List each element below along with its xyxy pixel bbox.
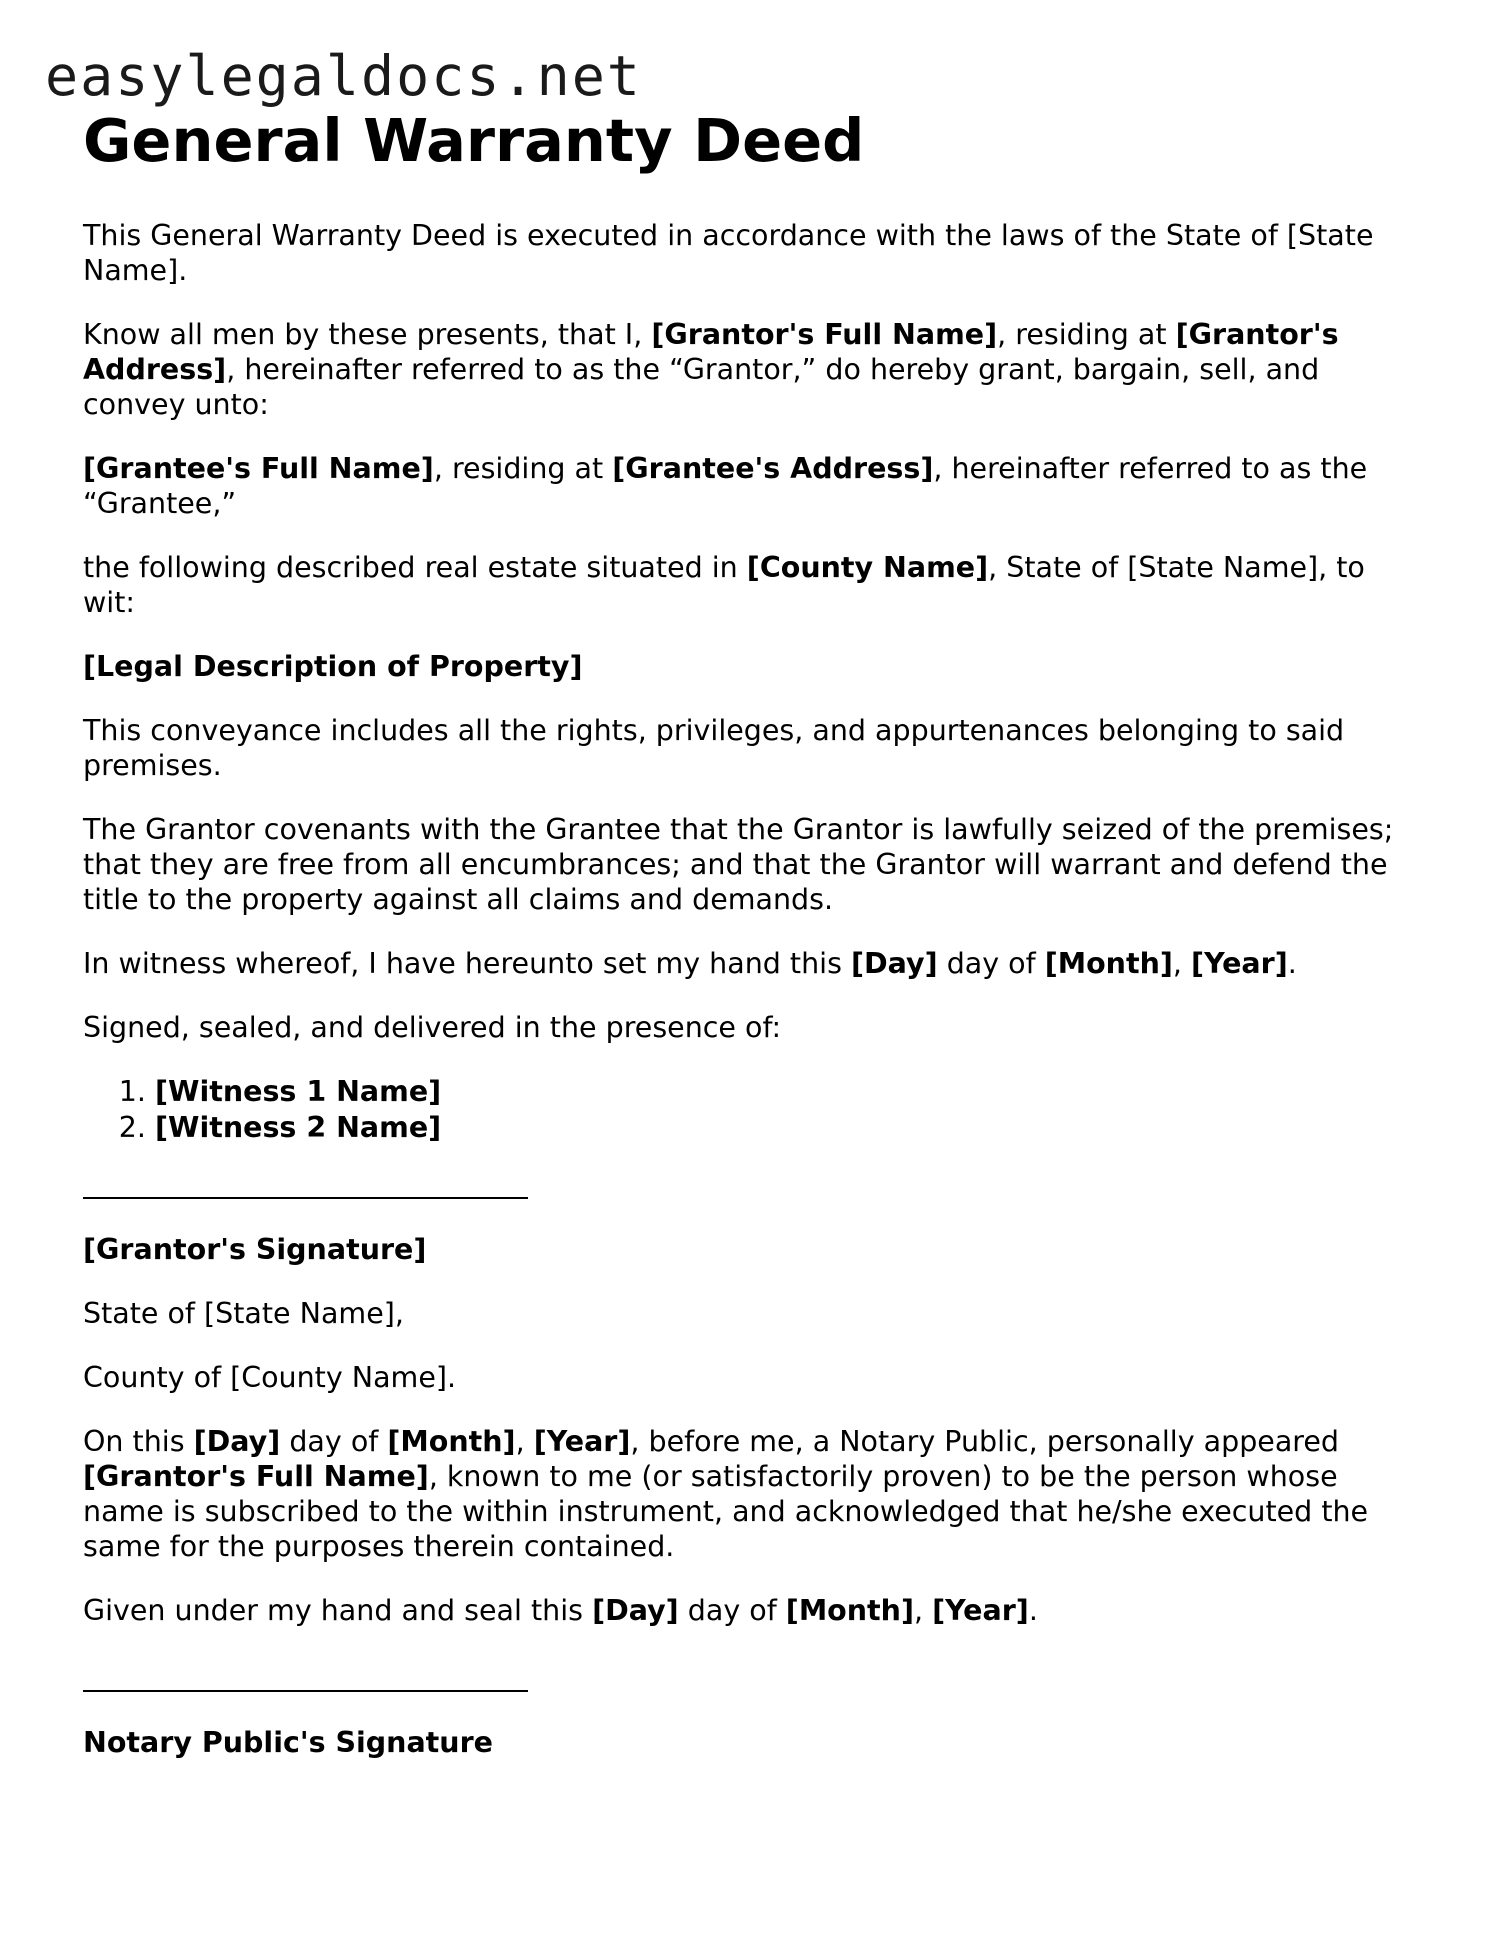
seal-text-2: day of	[678, 1594, 786, 1627]
property-text-1: the following described real estate situated in	[83, 551, 747, 584]
page-title: General Warranty Deed	[83, 106, 865, 175]
grantee-name-field: [Grantee's Full Name]	[83, 452, 434, 485]
witness-year-field: [Year]	[1191, 947, 1288, 980]
watermark-logo: easylegaldocs.net	[45, 44, 642, 108]
grantor-address-field: [Grantor's Address]	[83, 318, 1339, 386]
notary-text-2: day of	[280, 1425, 388, 1458]
grantor-signature-text: [Grantor's Signature]	[83, 1233, 427, 1266]
grantor-text-3: , hereinafter referred to as the “Grantor,” do hereby grant, bargain, sell, and convey unto:	[83, 353, 1320, 421]
legal-description-field: [Legal Description of Property]	[83, 650, 583, 683]
seal-text-1: Given under my hand and seal this	[83, 1594, 593, 1627]
grantee-address-field: [Grantee's Address]	[612, 452, 934, 485]
seal-text-3: ,	[914, 1594, 933, 1627]
witness-text-2: day of	[937, 947, 1045, 980]
grantor-signature-label	[83, 1232, 1423, 1267]
grantee-paragraph	[83, 451, 1423, 521]
seal-year-field: [Year]	[932, 1594, 1029, 1627]
seal-month-field: [Month]	[785, 1594, 914, 1627]
witness-text-4: .	[1287, 947, 1297, 980]
grantee-text-2: , hereinafter referred to as the “Grantee,”	[83, 452, 1368, 520]
grantor-paragraph	[83, 317, 1423, 422]
grantor-text-1: Know all men by these presents, that I,	[83, 318, 652, 351]
county-name-field: [County Name]	[746, 551, 989, 584]
covenant-paragraph: The Grantor covenants with the Grantee that the Grantor is lawfully seized of the premises; that they are free from all encumbrances; and that the Grantor will warrant and defend the title to the property against all claims and demands.	[83, 813, 1394, 916]
seal-text-4: .	[1028, 1594, 1038, 1627]
notary-text-3: ,	[515, 1425, 534, 1458]
seal-paragraph	[83, 1593, 1423, 1628]
notary-signature-line	[83, 1690, 528, 1692]
notary-month-field: [Month]	[387, 1425, 516, 1458]
notary-text-1: On this	[83, 1425, 194, 1458]
grantee-text-1: , residing at	[433, 452, 613, 485]
witness-day-field: [Day]	[850, 947, 938, 980]
county-line: County of [County Name].	[83, 1361, 457, 1394]
intro-paragraph	[83, 218, 1423, 288]
state-line: State of [State Name],	[83, 1297, 404, 1330]
grantor-text-2: , residing at	[997, 318, 1176, 351]
property-text-2: , State of [State Name], to wit:	[83, 551, 1365, 619]
presence-paragraph: Signed, sealed, and delivered in the presence of:	[83, 1011, 782, 1044]
notary-grantor-name-field: [Grantor's Full Name]	[83, 1460, 429, 1493]
notary-year-field: [Year]	[533, 1425, 631, 1458]
witness-paragraph	[83, 946, 1423, 981]
seal-day-field: [Day]	[592, 1594, 679, 1627]
witness-month-field: [Month]	[1044, 947, 1173, 980]
witness-text-1: In witness whereof, I have hereunto set my hand this	[83, 947, 851, 980]
notary-text-4: , before me, a Notary Public, personally appeared	[630, 1425, 1340, 1458]
notary-signature-text: Notary Public's Signature	[83, 1726, 493, 1759]
witness-text-3: ,	[1172, 947, 1192, 980]
document-body	[83, 104, 1423, 1789]
legal-description-paragraph	[83, 649, 1423, 684]
grantor-name-field: [Grantor's Full Name]	[651, 318, 998, 351]
notary-text-5: , known to me (or satisfactorily proven) to be the person whose name is subscribed to the within instrument, and acknowledged that he/she executed the same for the purposes therein contained.	[83, 1460, 1369, 1563]
grantor-signature-line	[83, 1197, 528, 1199]
notary-paragraph	[83, 1424, 1423, 1564]
notary-day-field: [Day]	[193, 1425, 281, 1458]
witness-list-item: 2. [Witness 2 Name]	[155, 1110, 1423, 1146]
intro-text: This General Warranty Deed is executed in accordance with the laws of the State of [State Name].	[83, 219, 1374, 287]
witness-list	[83, 1074, 1423, 1145]
property-paragraph	[83, 550, 1423, 620]
witness-list-item: 1. [Witness 1 Name]	[155, 1074, 1423, 1110]
rights-paragraph: This conveyance includes all the rights, privileges, and appurtenances belonging to said premises.	[83, 714, 1345, 782]
notary-signature-label	[83, 1725, 1423, 1760]
